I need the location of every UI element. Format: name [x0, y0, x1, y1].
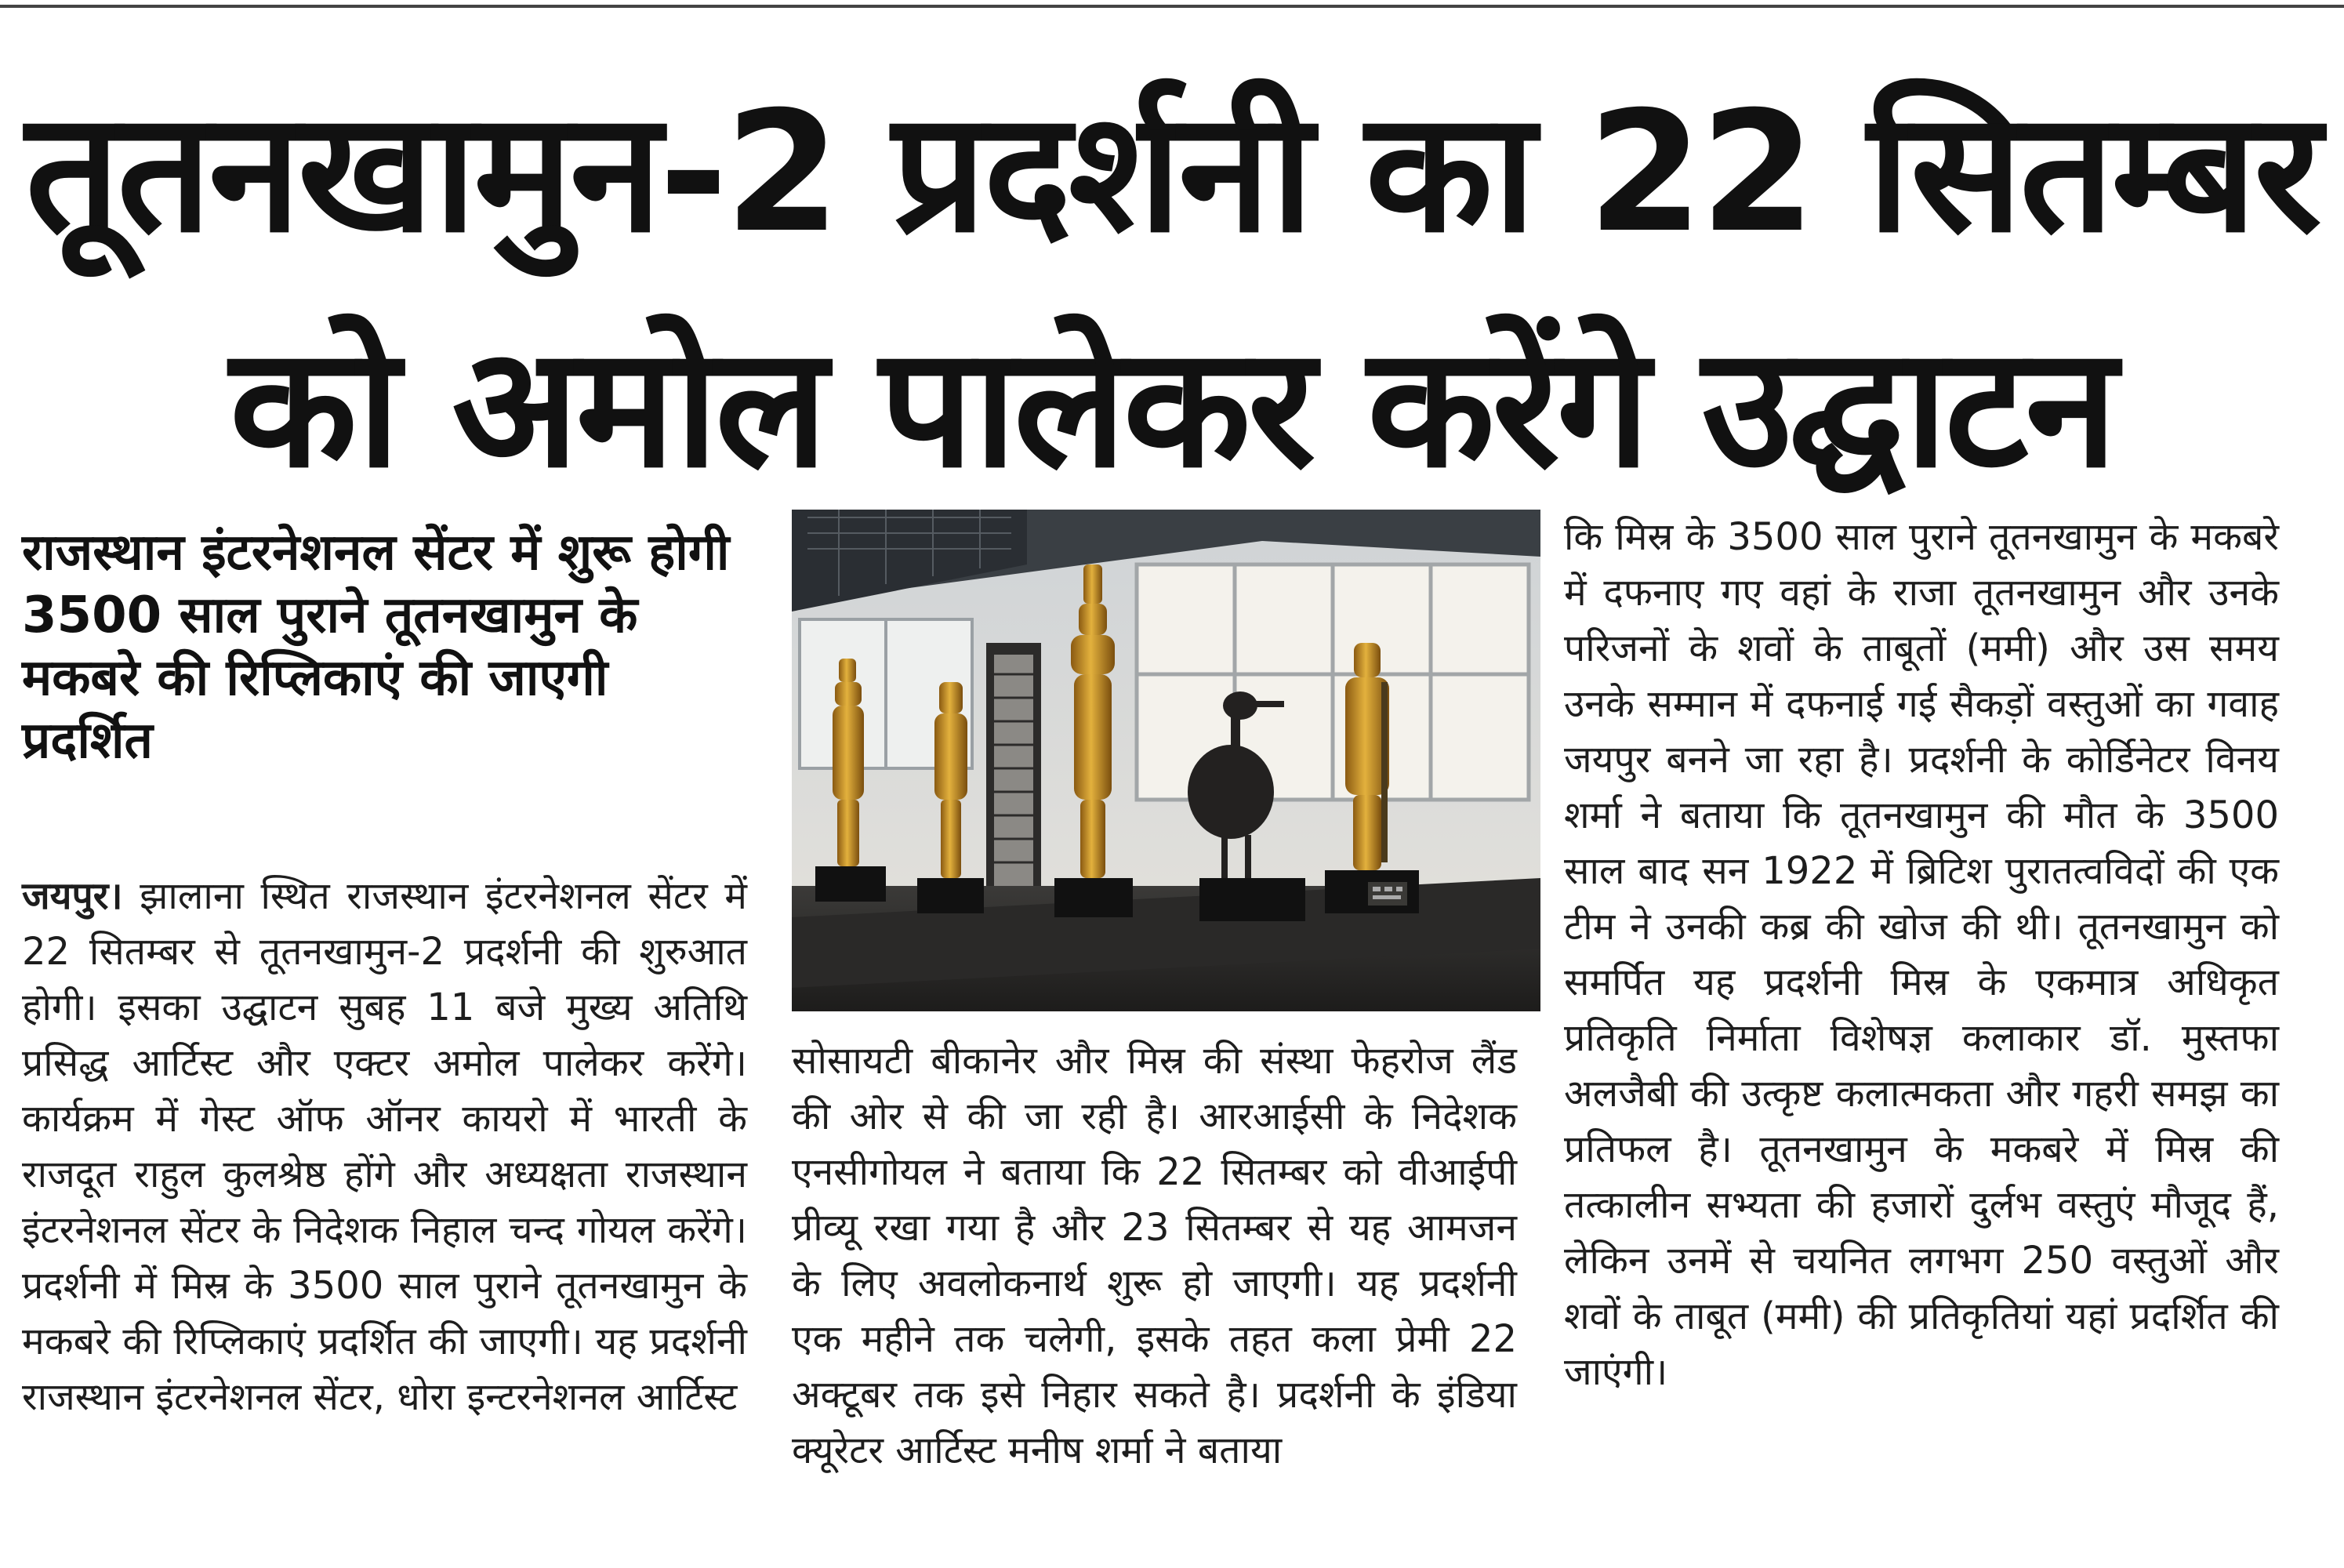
column-2-text: सोसायटी बीकानेर और मिस्र की संस्था फेहरोज लैंड की ओर से की जा रही है। आरआईसी के निदेशक एनसीगोयल ने बताया कि 22 सितम्बर को वीआईपी प्रीव्यू रखा गया है और 23 सितम्बर से यह आमजन के लिए अवलोकनार्थ शुरू हो जाएगी। यह प्रदर्शनी एक महीने तक चलेगी, इसके तहत कला प्रेमी 22 अक्टूबर तक इसे निहार सकते है। प्रदर्शनी के इंडिया क्यूरेटर आर्टिस्ट मनीष शर्मा ने बताया: [792, 1039, 1517, 1472]
article-column-3: [1564, 510, 2279, 1400]
subheadline: राजस्थान इंटरनेशनल सेंटर में शुरू होगी 3500 साल पुराने तूतनखामुन के मकबरे की रिप्लिकाएं की जाएगी प्रदर्शित: [22, 524, 730, 770]
column-3-text: कि मिस्र के 3500 साल पुराने तूतनखामुन के मकबरे में दफनाए गए वहां के राजा तूतनखामुन और उनके परिजनों के शवों के ताबूतों (ममी) और उस समय उनके सम्मान में दफनाई गई सैकड़ों वस्तुओं का गवाह जयपुर बनने जा रहा है। प्रदर्शनी के कोर्डिनेटर विनय शर्मा ने बताया कि तूतनखामुन की मौत के 3500 साल बाद सन 1922 में ब्रिटिश पुरातत्वविदों की एक टीम ने उनकी कब्र की खोज की थी। तूतनखामुन को समर्पित यह प्रदर्शनी मिस्र के एकमात्र अधिकृत प्रतिकृति निर्माता विशेषज्ञ कलाकार डॉ. मुस्तफा अलजैबी की उत्कृष्ट कलात्मकता और गहरी समझ का प्रतिफल है। तूतनखामुन के मकबरे में मिस्र की तत्कालीन सभ्यता की हजारों दुर्लभ वस्तुएं मौजूद हैं, लेकिन उनमें से चयनित लगभग 250 वस्तुओं और शवों के ताबूत (ममी) की प्रतिकृतियां यहां प्रदर्शित की जाएंगी।: [1564, 515, 2279, 1394]
column-1-text: झालाना स्थित राजस्थान इंटरनेशनल सेंटर में 22 सितम्बर से तूतनखामुन-2 प्रदर्शनी की शुरुआत होगी। इसका उद्घाटन सुबह 11 बजे मुख्य अतिथि प्रसिद्ध आर्टिस्ट और एक्टर अमोल पालेकर करेंगे। कार्यक्रम में गेस्ट ऑफ ऑनर कायरो में भारती के राजदूत राहुल कुलश्रेष्ठ होंगे और अध्यक्षता राजस्थान इंटरनेशनल सेंटर के निदेशक निहाल चन्द गोयल करेंगे। प्रदर्शनी में मिस्र के 3500 साल पुराने तूतनखामुन के मकबरे की रिप्लिकाएं प्रदर्शित की जाएगी। यह प्रदर्शनी राजस्थान इंटरनेशनल सेंटर, धोरा इन्टरनेशनल आर्टिस्ट: [22, 874, 747, 1419]
exhibition-photo: [792, 510, 1540, 1011]
article-column-1: [22, 869, 747, 1425]
headline-line-2: को अमोल पालेकर करेंगे उद्घाटन: [229, 310, 2115, 504]
top-rule: [0, 5, 2344, 8]
headline-line-1: तूतनखामुन-2 प्रदर्शनी का 22 सितम्बर: [25, 75, 2319, 269]
dateline: जयपुर।: [22, 874, 123, 918]
article-column-2: [792, 1033, 1517, 1479]
